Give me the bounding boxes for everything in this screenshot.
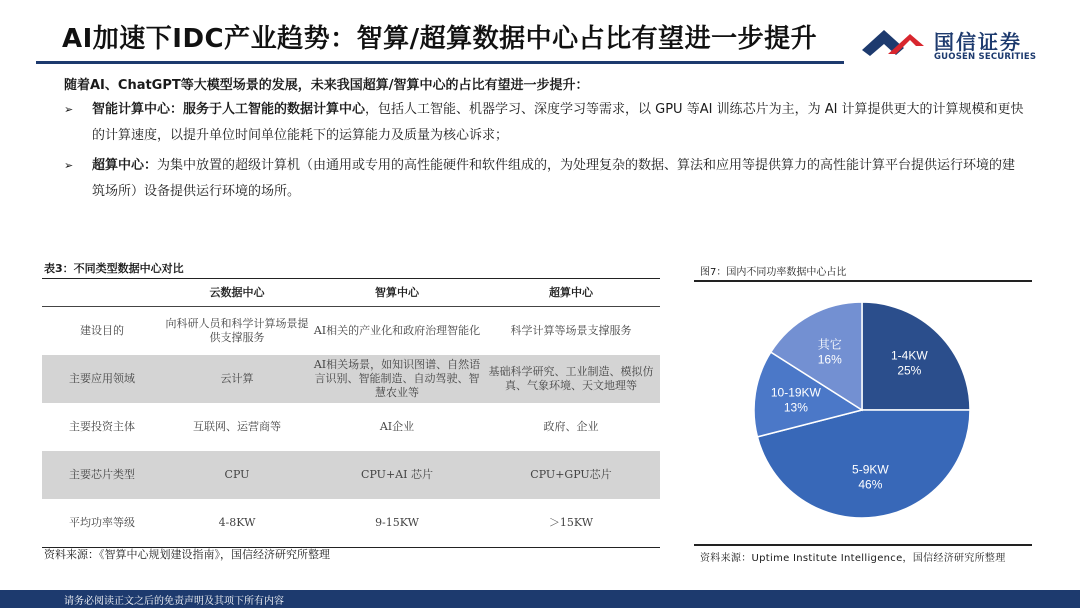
pie-value-label: 46% [858,477,883,492]
bullet-arrow-icon: ➢ [64,159,74,172]
figure-caption: 图7：国内不同功率数据中心占比 [700,267,847,278]
table-cell: AI相关场景，如知识图谱、自然语言识别、智能制造、自动驾驶、智慧农业等 [313,358,481,399]
title-divider [36,61,844,64]
pie-value-label: 25% [897,363,922,378]
pie-category-label: 其它 [817,337,842,352]
bullet-item [64,153,1024,205]
table-header-cell: 智算中心 [375,285,419,299]
bullet-text: ，包括人工智能、机器学习、深度学习等需求，以 GPU 等AI 训练芯片为主，为 AI 计算提供更大的计算规模和更快的计算速度，以提升单位时间单位能耗下的运算能力及质量为核心诉求； [92,102,1024,143]
table-cell: 建设目的 [80,324,124,337]
pie-category-label: 10-19KW [770,385,821,400]
table-row [42,499,660,547]
table-header-cell: 超算中心 [549,285,593,299]
page-title: AI加速下IDC产业趋势：智算/超算数据中心占比有望进一步提升 [62,24,818,54]
bullet-lead: 智能计算中心：服务于人工智能的数据计算中心 [92,102,366,117]
bullet-lead: 超算中心： [92,158,158,173]
figure-bottom-rule [694,544,1032,546]
table-header-row [42,279,660,307]
guosen-logo-icon [858,24,928,64]
comparison-table [42,278,660,548]
footer-bar [0,590,1080,608]
table-cell: 政府、企业 [543,420,599,433]
table-cell: 主要芯片类型 [69,468,135,481]
table-source: 资料来源：《智算中心规划建设指南》，国信经济研究所整理 [44,548,330,561]
table-cell: 科学计算等场景支撑服务 [510,324,632,337]
pie-category-label: 5-9KW [852,462,889,477]
company-logo [858,22,1048,68]
bullet-arrow-icon: ➢ [64,103,74,116]
table-cell: 平均功率等级 [69,516,135,529]
table-cell: AI相关的产业化和政府治理智能化 [313,324,481,337]
table-caption: 表3：不同类型数据中心对比 [44,262,184,275]
table-cell: 4-8KW [218,516,256,529]
table-row [42,403,660,451]
power-share-pie-chart [694,282,1032,544]
table-row [42,451,660,499]
pie-value-label: 13% [783,400,808,415]
pie-category-label: 1-4KW [891,348,928,363]
table-cell: CPU+GPU芯片 [530,468,612,481]
bullet-text: 为集中放置的超级计算机（由通用或专用的高性能硬件和软件组成的，为处理复杂的数据、算法和应用等提供算力的高性能计算平台提供运行环境的建筑场所）设备提供运行环境的场所。 [92,158,1016,199]
table-cell: 9-15KW [375,516,419,529]
table-row [42,355,660,403]
logo-text-en: GUOSEN SECURITIES [934,52,1037,62]
bullet-item [64,97,1024,149]
table-cell: 主要投资主体 [69,420,135,433]
table-cell: 云计算 [220,372,254,385]
table-row [42,307,660,355]
intro-text: 随着AI、ChatGPT等大模型场景的发展，未来我国超算/智算中心的占比有望进一步提升： [64,78,589,93]
table-cell: 主要应用领域 [69,372,135,385]
pie-value-label: 16% [817,352,842,367]
logo-text-cn: 国信证券 [934,30,1022,54]
table-cell: CPU+AI 芯片 [361,468,433,481]
table-cell: 互联网、运营商等 [193,420,281,433]
table-header-cell: 云数据中心 [209,285,265,299]
table-cell: 向科研人员和科学计算场景提供支撑服务 [165,317,309,344]
table-cell: ＞15KW [548,516,594,529]
table-cell: AI企业 [379,420,415,433]
table-cell: CPU [224,468,250,481]
footer-disclaimer: 请务必阅读正文之后的免责声明及其项下所有内容 [64,596,284,607]
table-cell: 基础科学研究、工业制造、模拟仿真、气象环境、天文地理等 [488,365,654,392]
figure-source: 资料来源：Uptime Institute Intelligence，国信经济研究所整理 [700,553,1006,564]
